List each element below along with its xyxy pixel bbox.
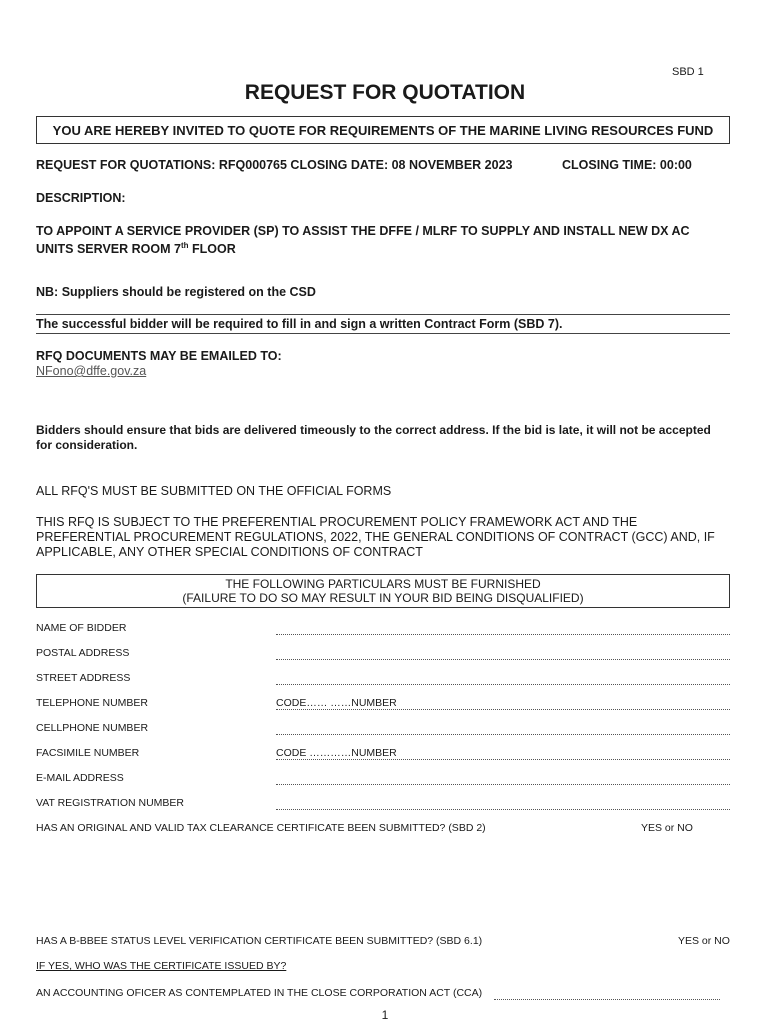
- label-telephone-number: TELEPHONE NUMBER: [36, 697, 149, 709]
- rfq-number-line: REQUEST FOR QUOTATIONS: RFQ000765 CLOSING DATE: 08 NOVEMBER 2023: [36, 158, 513, 172]
- label-vat-number: VAT REGISTRATION NUMBER: [36, 797, 184, 809]
- field-accounting-officer[interactable]: [494, 987, 720, 1000]
- label-facsimile-number: FACSIMILE NUMBER: [36, 747, 140, 759]
- divider-top: [36, 314, 730, 315]
- fax-code-number: CODE …………NUMBER: [276, 747, 397, 759]
- csd-note: NB: Suppliers should be registered on the CSD: [36, 285, 316, 299]
- bbbee-answer[interactable]: YES or NO: [678, 935, 730, 947]
- label-email-address: E-MAIL ADDRESS: [36, 772, 124, 784]
- divider-bottom: [36, 333, 730, 334]
- label-postal-address: POSTAL ADDRESS: [36, 647, 130, 659]
- particulars-warning: (FAILURE TO DO SO MAY RESULT IN YOUR BID BEING DISQUALIFIED): [182, 591, 584, 605]
- particulars-heading-box: [36, 574, 730, 608]
- email-link[interactable]: NFono@dffe.gov.za: [36, 364, 147, 378]
- description-label: DESCRIPTION:: [36, 191, 126, 205]
- tax-clearance-question: HAS AN ORIGINAL AND VALID TAX CLEARANCE CERTIFICATE BEEN SUBMITTED? (SBD 2): [36, 822, 486, 834]
- bbbee-question: HAS A B-BBEE STATUS LEVEL VERIFICATION CERTIFICATE BEEN SUBMITTED? (SBD 6.1): [36, 935, 483, 947]
- contract-form-note: The successful bidder will be required to fill in and sign a written Contract Form (SBD 7).: [36, 317, 563, 331]
- page-title: REQUEST FOR QUOTATION: [244, 81, 526, 104]
- official-forms-note: ALL RFQ'S MUST BE SUBMITTED ON THE OFFICIAL FORMS: [36, 484, 392, 498]
- description-line-1: TO APPOINT A SERVICE PROVIDER (SP) TO ASSIST THE DFFE / MLRF TO SUPPLY AND INSTALL NEW DX AC: [36, 224, 690, 238]
- page-number: 1: [381, 1008, 389, 1022]
- legislation-note: THIS RFQ IS SUBJECT TO THE PREFERENTIAL PROCUREMENT POLICY FRAMEWORK ACT AND THE PREFERENTIAL PROCUREMENT REGULATIONS, 2022, THE GENERAL CONDITIONS OF CONTRACT (GCC) AND, IF APPLICABLE, ANY OTHER SPECIAL CONDITIONS OF CONTRACT: [36, 515, 715, 559]
- email-label: RFQ DOCUMENTS MAY BE EMAILED TO:: [36, 349, 282, 363]
- form-code: SBD 1: [672, 66, 704, 78]
- delivery-note: Bidders should ensure that bids are delivered timeously to the correct address. If the bid is late, it will not be accepted for consideration.: [36, 423, 711, 452]
- tax-clearance-answer[interactable]: YES or NO: [641, 822, 693, 834]
- field-cellphone-number[interactable]: [276, 722, 730, 735]
- telephone-code-number: CODE…… ……NUMBER: [276, 697, 397, 709]
- particulars-heading: THE FOLLOWING PARTICULARS MUST BE FURNISHED: [225, 577, 541, 591]
- field-vat-number[interactable]: [276, 797, 730, 810]
- field-email-address[interactable]: [276, 772, 730, 785]
- field-street-address[interactable]: [276, 672, 730, 685]
- description-line-2: UNITS SERVER ROOM 7th FLOOR: [36, 241, 236, 257]
- certificate-issuer-question: IF YES, WHO WAS THE CERTIFICATE ISSUED BY?: [36, 960, 287, 972]
- invitation-banner: YOU ARE HEREBY INVITED TO QUOTE FOR REQUIREMENTS OF THE MARINE LIVING RESOURCES FUND: [36, 116, 730, 144]
- accounting-officer-option: AN ACCOUNTING OFICER AS CONTEMPLATED IN THE CLOSE CORPORATION ACT (CCA): [36, 987, 483, 999]
- label-street-address: STREET ADDRESS: [36, 672, 131, 684]
- field-postal-address[interactable]: [276, 647, 730, 660]
- label-cellphone-number: CELLPHONE NUMBER: [36, 722, 149, 734]
- label-name-of-bidder: NAME OF BIDDER: [36, 622, 127, 634]
- field-name-of-bidder[interactable]: [276, 622, 730, 635]
- closing-time: CLOSING TIME: 00:00: [562, 158, 692, 172]
